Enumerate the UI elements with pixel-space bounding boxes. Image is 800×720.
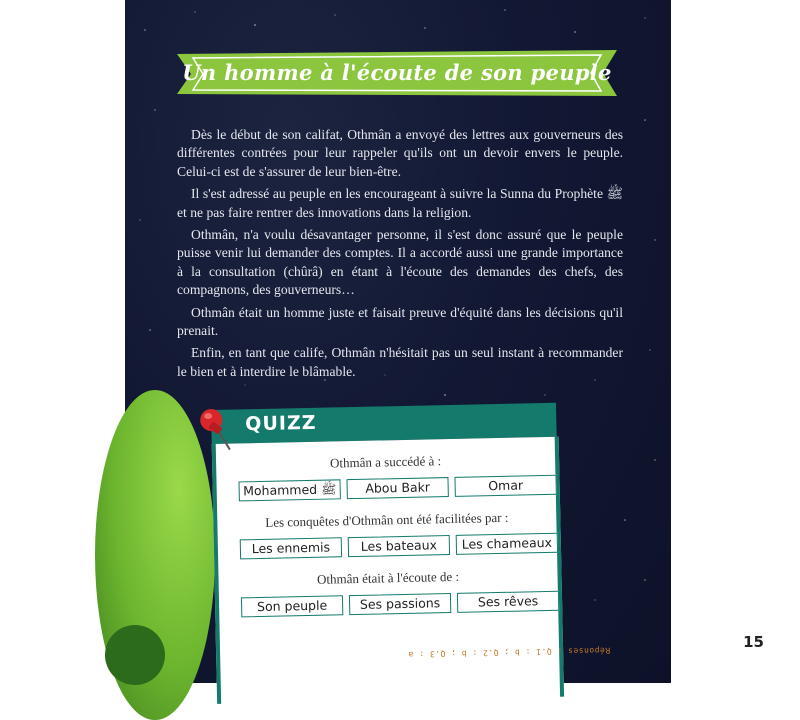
quiz-option[interactable]: Les ennemis [240,537,342,559]
quiz-option[interactable]: Les chameaux [456,533,558,555]
quiz-body [212,437,611,704]
quiz-question-2: Les conquêtes d'Othmân ont été facilitées par : [265,509,509,530]
quiz-option[interactable]: Abou Bakr [346,477,448,499]
page-title: Un homme à l'écoute de son peuple [182,60,612,85]
paragraph: Dès le début de son califat, Othmân a envoyé des lettres aux gouverneurs des différentes contrées pour leur rappeler qu'ils ont un devoir envers le peuple. Celui-ci est de s'assurer de leur bien-être. [177,127,623,179]
quiz-option[interactable]: Ses rêves [457,591,559,613]
paragraph: Othmân était un homme juste et faisait preuve d'équité dans les décisions qu'il prenait. [177,304,623,339]
planet-crater [105,625,165,685]
quiz-option[interactable]: Omar [454,475,556,497]
quiz-title: QUIZZ [245,411,317,436]
paragraph: Enfin, en tant que calife, Othmân n'hésitait pas un seul instant à recommander le bien et à interdire le blâmable. [177,345,623,379]
quiz-question-3: Othmân était à l'écoute de : [316,568,460,587]
pushpin-icon [195,403,236,454]
paragraph: Othmân, n'a voulu désavantager personne, il s'est donc assuré que le peuple puisse venir lui demander des comptes. Il a accordé aussi une grande importance à la consultation (chûrâ) en étant à l'écoute des demandes des chefs, des compagnons, des gouverneurs… [177,227,623,298]
quiz-option[interactable]: Les bateaux [348,535,450,557]
title-banner [177,50,617,96]
quiz-question-1: Othmân a succédé à : [329,453,442,471]
quiz-options-3 [241,591,561,618]
book-page [125,0,764,683]
quiz-options-1 [239,475,559,502]
quiz-option[interactable]: Son peuple [241,595,343,617]
quiz-options-2 [240,533,560,560]
quiz-option[interactable]: Ses passions [349,593,451,615]
page-number-tab [736,624,771,669]
quiz-option[interactable]: Mohammed ﷺ [239,479,341,501]
quiz-card [211,403,611,690]
quiz-answers-upside-down: Réponses : Q.1 : b ; Q.2 : b ; Q.3 : a [408,645,611,659]
paragraph: Il s'est adressé au peuple en les encourageant à suivre la Sunna du Prophète ﷺ et ne pas faire rentrer des innovations dans la religion. [177,186,623,220]
page-number: 15 [743,633,764,651]
article-text [177,126,623,385]
